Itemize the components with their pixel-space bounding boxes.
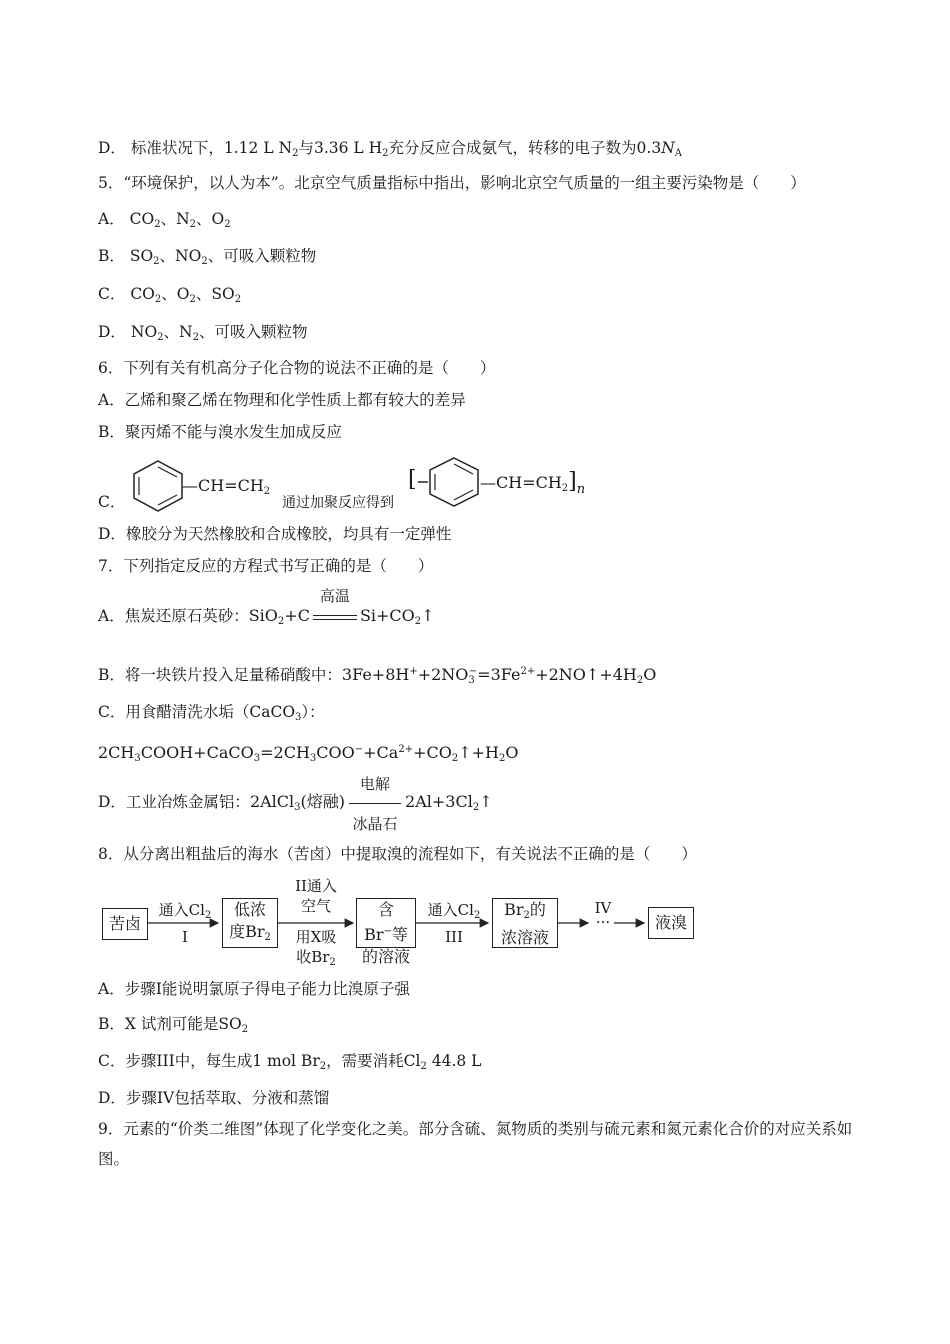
q5-option-d xyxy=(98,322,308,348)
subscript: 2 xyxy=(329,957,336,968)
formula: O xyxy=(643,665,657,684)
benzene-ring-para-icon xyxy=(418,454,486,510)
option-label: B． xyxy=(98,247,125,265)
subscript: 2 xyxy=(234,294,242,305)
subscript: 3 xyxy=(294,802,301,813)
polymer-bracket-right: ] xyxy=(568,469,577,494)
subscript: 2 xyxy=(472,802,480,813)
subscript: 3 xyxy=(295,712,302,723)
subscript: 3 xyxy=(468,675,475,686)
option-text: 44.8 L xyxy=(426,1052,482,1070)
box-line: 浓溶液 xyxy=(500,928,549,947)
box-text: 等 xyxy=(391,925,408,944)
q5-option-c xyxy=(98,284,241,310)
formula: +CO xyxy=(413,743,452,762)
q5-option-a xyxy=(98,209,231,235)
option-text: ）： xyxy=(301,703,325,721)
polymer-sidechain: $—CH=CH_2]_n$ xyxy=(480,469,586,497)
reaction-condition xyxy=(349,775,401,833)
formula: +Ca xyxy=(363,743,399,762)
subscript: 2 xyxy=(319,1061,327,1072)
formula: SO xyxy=(129,247,154,265)
superscript: − xyxy=(468,666,478,677)
formula: 2CH xyxy=(98,743,135,762)
subscript: 2 xyxy=(414,616,422,627)
subscript: 2 xyxy=(473,910,481,921)
formula: +2NO↑+4H xyxy=(535,665,637,684)
subscript: 2 xyxy=(451,753,459,764)
option-label: D． xyxy=(98,139,126,157)
formula: 2Al+3Cl xyxy=(405,792,473,811)
subscript: 2 xyxy=(153,256,160,267)
subscript: 2 xyxy=(277,616,285,627)
superscript: − xyxy=(354,744,364,755)
formula: NO xyxy=(130,323,158,341)
formula: CO xyxy=(130,285,155,303)
flow-step1-bottom: I xyxy=(182,928,188,946)
formula: +C xyxy=(284,606,310,625)
flow-box-kulu: 苦卤 xyxy=(102,908,148,940)
box-line xyxy=(357,899,415,946)
superscript: 2+ xyxy=(520,666,536,677)
formula: CH=CH xyxy=(496,473,562,492)
subscript: 2 xyxy=(157,332,164,343)
q6-option-b: B．聚丙烯不能与溴水发生加成反应 xyxy=(98,423,342,441)
formula: COOH+CaCO xyxy=(140,743,254,762)
option-text: C．步骤III中，每生成1 mol Br xyxy=(98,1052,320,1070)
subscript: 3 xyxy=(134,753,141,764)
formula: 、O xyxy=(196,210,225,228)
q9-stem: 9．元素的“价类二维图”体现了化学变化之美。部分含硫、氮物质的类别与硫元素和氮元素化合价的对应关系如图。 xyxy=(98,1120,853,1168)
q7-option-c-label xyxy=(98,702,325,728)
formula: 3Fe+8H xyxy=(341,665,410,684)
bromine-flowchart xyxy=(98,877,698,970)
option-text: B．X 试剂可能是SO xyxy=(98,1015,242,1033)
label-text: 通入Cl xyxy=(158,901,205,919)
q8-option-a: A．步骤I能说明氯原子得电子能力比溴原子强 xyxy=(98,980,410,998)
subscript: A xyxy=(674,148,682,159)
option-text: ，需要消耗Cl xyxy=(326,1052,421,1070)
formula: Si+CO xyxy=(359,606,415,625)
flow-step2-bottom xyxy=(280,927,352,973)
q7-stem: 7．下列指定反应的方程式书写正确的是（ ） xyxy=(98,557,434,575)
subscript: 2 xyxy=(561,483,569,494)
subscript: 2 xyxy=(523,910,530,921)
condition-text: 电解 xyxy=(360,775,391,793)
formula: CH=CH xyxy=(198,476,264,495)
flow-box-br2-conc xyxy=(492,898,558,948)
formula: 、N xyxy=(160,210,190,228)
flow-step4-top: IV xyxy=(594,899,612,917)
benzene-ring-icon xyxy=(128,458,188,512)
flow-step3-bottom: III xyxy=(445,928,463,946)
option-label: C． xyxy=(98,285,126,303)
q7-option-b xyxy=(98,662,656,691)
box-text: 度Br xyxy=(229,922,265,941)
flow-box-low-br2 xyxy=(222,898,278,948)
option-text: 、可吸入颗粒物 xyxy=(198,323,308,341)
formula: 2AlCl xyxy=(249,792,295,811)
q7-option-c-equation xyxy=(98,740,518,769)
subscript: 2 xyxy=(201,256,208,267)
superscript: + xyxy=(409,666,418,677)
superscript: − xyxy=(383,926,392,937)
subscript: 2 xyxy=(498,753,506,764)
box-text: Br xyxy=(504,900,524,919)
label-text: 收Br xyxy=(296,948,330,966)
label-text: 空气 xyxy=(300,897,331,915)
subscript: 2 xyxy=(189,219,197,230)
formula: ↑+H xyxy=(458,743,499,762)
flow-step1-top xyxy=(150,900,220,926)
option-label: D．工业冶炼金属铝： xyxy=(98,793,250,811)
formula: =3Fe xyxy=(477,665,521,684)
avogadro-symbol: N xyxy=(661,139,675,157)
formula: =2CH xyxy=(260,743,310,762)
q6-c-middle-text: 通过加聚反应得到 xyxy=(282,495,394,511)
formula: 、SO xyxy=(195,285,235,303)
option-text: 与3.36 L H xyxy=(298,139,383,157)
subscript: 3 xyxy=(309,753,317,764)
q8-stem: 8．从分离出粗盐后的海水（苦卤）中提取溴的流程如下，有关说法不正确的是（ ） xyxy=(98,845,697,863)
equals-sign xyxy=(313,615,357,620)
flow-box-br-solution xyxy=(356,898,416,966)
up-arrow-icon: ↑ xyxy=(421,606,435,625)
styrene-sidechain: $—CH=CH_2$ xyxy=(182,476,271,497)
formula: (熔融) xyxy=(300,792,346,811)
subscript: 2 xyxy=(154,294,162,305)
formula: 、O xyxy=(161,285,190,303)
subscript: 2 xyxy=(224,219,231,230)
flow-box-liquid-bromine: 液溴 xyxy=(648,907,694,939)
polymer-bracket-left: [ xyxy=(408,467,417,492)
q5-stem: 5．“环境保护，以人为本”。北京空气质量指标中指出，影响北京空气质量的一组主要污染物是（ ） xyxy=(98,174,806,192)
option-label: B．将一块铁片投入足量稀硝酸中： xyxy=(98,666,342,684)
flow-step2-top xyxy=(280,876,352,916)
subscript: 2 xyxy=(204,910,212,921)
subscript: 2 xyxy=(192,332,199,343)
option-text: 充分反应合成氨气，转移的电子数为0.3 xyxy=(388,139,662,157)
option-text: C．用食醋清洗水垢（CaCO xyxy=(98,703,296,721)
q8-option-b xyxy=(98,1014,248,1040)
option-label: A．焦炭还原石英砂： xyxy=(98,607,249,625)
condition-text: 高温 xyxy=(319,587,350,605)
subscript: 3 xyxy=(253,753,261,764)
formula: 、N xyxy=(163,323,193,341)
subscript: 2 xyxy=(241,1024,249,1035)
q7-option-a xyxy=(98,587,435,632)
superscript: 2+ xyxy=(398,744,414,755)
polymer-n: n xyxy=(576,482,586,497)
subscript: 2 xyxy=(420,1061,427,1072)
reaction-condition xyxy=(310,587,360,626)
q6-stem: 6．下列有关有机高分子化合物的说法不正确的是（ ） xyxy=(98,359,496,377)
formula: COO xyxy=(316,743,355,762)
formula: SiO xyxy=(248,606,278,625)
formula: CO xyxy=(129,210,155,228)
formula: 、NO xyxy=(159,247,202,265)
subscript: 2 xyxy=(264,932,271,943)
subscript: 2 xyxy=(189,294,196,305)
q6-option-a: A．乙烯和聚乙烯在物理和化学性质上都有较大的差异 xyxy=(98,391,466,409)
box-line xyxy=(493,899,557,927)
box-text: 的 xyxy=(529,900,546,919)
option-label: A． xyxy=(98,210,125,228)
label-text: II通入 xyxy=(295,877,337,895)
q6-option-c-label: C． xyxy=(98,493,126,511)
subscript: 2 xyxy=(154,219,161,230)
option-text: 标准状况下，1.12 L N xyxy=(130,139,293,157)
subscript: 2 xyxy=(382,148,389,159)
flow-dots: ··· xyxy=(595,913,611,931)
q8-option-c xyxy=(98,1051,481,1077)
box-line xyxy=(223,921,277,949)
subscript: 2 xyxy=(292,148,299,159)
label-text: 用X吸 xyxy=(295,928,337,946)
condition-text: 冰晶石 xyxy=(352,815,398,833)
formula: +2NO xyxy=(417,665,469,684)
label-text: 通入Cl xyxy=(427,901,474,919)
formula: O xyxy=(505,743,519,762)
q5-option-b xyxy=(98,246,316,272)
label-line xyxy=(280,947,352,973)
q6-option-d: D．橡胶分为天然橡胶和合成橡胶，均具有一定弹性 xyxy=(98,525,452,543)
up-arrow-icon: ↑ xyxy=(479,792,493,811)
flow-step3-top xyxy=(418,900,490,926)
box-text: 含Br xyxy=(364,900,394,944)
reaction-line xyxy=(349,803,401,804)
q4-option-d xyxy=(98,138,682,164)
option-label: D． xyxy=(98,323,126,341)
subscript: 2 xyxy=(263,486,271,497)
box-line: 低浓 xyxy=(233,900,266,919)
option-text: 、可吸入颗粒物 xyxy=(207,247,317,265)
box-line: 的溶液 xyxy=(361,947,410,966)
q7-option-d xyxy=(98,775,493,833)
q8-option-d: D．步骤IV包括萃取、分液和蒸馏 xyxy=(98,1089,330,1107)
subscript: 2 xyxy=(636,675,644,686)
